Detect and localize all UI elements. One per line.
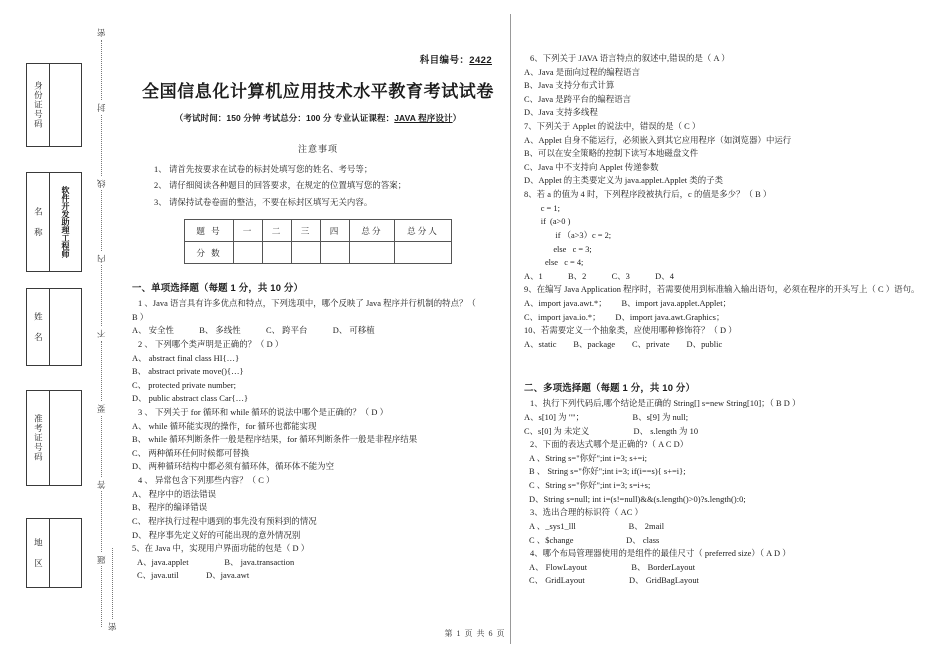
- seal-box-region: [26, 518, 82, 588]
- question-stem: 9、在编写 Java Application 程序时，若需要使用到标准输入输出语句，必须在程序的开头写上（ C ）语句。: [524, 285, 920, 295]
- question-option[interactable]: D、Java 支持多线程: [524, 108, 598, 118]
- seal-box-value[interactable]: [50, 391, 81, 485]
- question-option[interactable]: D、String s=null; int i=(s!=null)&&(s.length()>0)?s.length():0;: [529, 494, 746, 504]
- question-option[interactable]: B、可以在安全策略的控制下读写本地磁盘文件: [524, 149, 699, 159]
- column-right: [520, 0, 950, 672]
- table-cell: 一: [234, 220, 263, 242]
- score-table: [184, 219, 452, 264]
- question-stem: 2、下面的表达式哪个是正确的?（ A C D）: [530, 440, 689, 450]
- question-option[interactable]: C、 两种循环任何时候都可替换: [132, 448, 250, 458]
- question-option[interactable]: D、 两种循环结构中都必须有循环体，循环体不能为空: [132, 462, 335, 472]
- question-answer: B ）: [132, 312, 149, 322]
- section-heading-multiple-choice: 二、多项选择题（每题 1 分，共 10 分）: [524, 382, 696, 394]
- table-cell: 二: [263, 220, 292, 242]
- page-footer: 第 1 页 共 6 页: [444, 629, 506, 638]
- table-cell: 题 号: [185, 220, 234, 242]
- seal-line-char: 密: [107, 621, 117, 631]
- notice-item: 3、 请保持试卷卷面的整洁，不要在标封区填写无关内容。: [154, 197, 373, 207]
- question-stem: 1 、Java 语言具有许多优点和特点，下列选项中，哪个反映了 Java 程序并行机制的特点？（: [138, 299, 476, 309]
- seal-line-char: 要: [96, 403, 106, 414]
- exam-meta-line: [132, 112, 504, 124]
- seal-box-admission-number: [26, 390, 82, 486]
- question-option[interactable]: C、s[0] 为 未定义 D、 s.length 为 10: [524, 426, 699, 436]
- question-stem: 5、在 Java 中，实现用户界面功能的包是（ D ）: [132, 544, 310, 554]
- seal-line-char: 答: [96, 479, 106, 489]
- notice-item: 2、 请仔细阅读各种题目的回答要求，在规定的位置填写您的答案；: [154, 181, 407, 191]
- seal-box-id-number: [26, 63, 82, 147]
- code-line: else c = 3;: [524, 244, 592, 254]
- seal-box-value[interactable]: 软件开发助理工程师: [61, 186, 70, 258]
- seal-box-candidate-name: [26, 288, 82, 366]
- table-cell: 总分人: [395, 220, 452, 242]
- question-option[interactable]: B、 abstract private move(){…}: [132, 367, 244, 377]
- question-option[interactable]: C、import java.io.*； D、import java.awt.Graphics；: [524, 312, 725, 322]
- question-option[interactable]: D、 程序事先定义好的可能出现的意外情况别: [132, 530, 301, 540]
- question-option[interactable]: B、 程序的编译错误: [132, 503, 208, 513]
- table-cell-input[interactable]: [234, 242, 263, 264]
- question-option[interactable]: A、Applet 自身不能运行，必须嵌入到其它应用程序（如浏览器）中运行: [524, 135, 792, 145]
- code-line: else c = 4;: [524, 258, 584, 268]
- question-stem: 6、下列关于 JAVA 语言特点的叙述中,错误的是（ A ）: [530, 54, 730, 63]
- question-option[interactable]: A、 while 循环能实现的操作，for 循环也都能实现: [132, 421, 317, 431]
- notice-list: [132, 162, 504, 211]
- question-stem: 7、下列关于 Applet 的说法中，错误的是（ C ）: [524, 122, 701, 132]
- code-line: c = 1;: [524, 203, 560, 213]
- table-row: [185, 242, 452, 264]
- seal-line-char: 不: [96, 328, 106, 339]
- question-option[interactable]: A、import java.awt.*； B、import java.applet.Applet；: [524, 298, 731, 308]
- question-stem: 8、若 a 的值为 4 时，下列程序段被执行后，c 的值是多少？（ B ）: [524, 190, 772, 200]
- question-option[interactable]: A、1 B、2 C、3 D、4: [524, 271, 674, 281]
- table-cell-input[interactable]: [263, 242, 292, 264]
- seal-line-dash: [101, 265, 102, 326]
- question-option[interactable]: A 、String s="你好";int i=3; s+=i;: [529, 453, 648, 463]
- seal-box-label: 地 区: [27, 519, 50, 587]
- seal-box-value[interactable]: [50, 289, 81, 365]
- seal-line-dash: [101, 341, 102, 402]
- seal-box-label: 准考证号码: [27, 391, 50, 485]
- question-option[interactable]: B、Java 支持分布式计算: [524, 81, 615, 91]
- question-stem: 1、执行下列代码后,哪个结论是正确的 String[] s=new String[10]；（ B D ）: [530, 399, 801, 409]
- table-cell-input[interactable]: [292, 242, 321, 264]
- seal-line-char: 线: [96, 178, 106, 188]
- seal-box-label: 姓 名: [27, 289, 50, 365]
- question-stem: 3、选出合理的标识符（ AC ）: [530, 508, 643, 518]
- seal-box-label: 名 称: [27, 173, 50, 271]
- seal-box-label: 身份证号码: [27, 64, 50, 146]
- seal-line-dash: [101, 491, 102, 552]
- question-option[interactable]: B 、 String s="你好";int i=3; if(i==s){ s+=i};: [529, 467, 686, 477]
- table-cell: 分 数: [185, 242, 234, 264]
- question-option[interactable]: D、Applet 的主类要定义为 java.applet.Applet 类的子类: [524, 176, 724, 186]
- seal-box-value[interactable]: [50, 64, 81, 146]
- question-option[interactable]: C、 protected private number;: [132, 380, 236, 390]
- question-option[interactable]: A、 abstract final class HI{…}: [132, 353, 240, 363]
- code-line: if (a>0 ): [524, 217, 571, 227]
- seal-line-dash: [101, 40, 102, 101]
- subject-number-label: 科目编号：: [419, 55, 470, 66]
- seal-line-char: 密: [96, 27, 106, 38]
- page-title: 全国信息化计算机应用技术水平教育考试试卷: [142, 82, 494, 101]
- question-option[interactable]: D、 public abstract class Car{…}: [132, 394, 249, 404]
- question-option[interactable]: A 、_sys1_lll B、 2mail: [529, 521, 665, 531]
- question-option[interactable]: A、 FlowLayout B、 BorderLayout: [529, 562, 696, 572]
- question-option[interactable]: C 、$change D、 class: [529, 535, 660, 545]
- section-heading-single-choice: 一、单项选择题（每题 1 分，共 10 分）: [132, 282, 304, 294]
- notice-item: 1、 请首先按要求在试卷的标封处填写您的姓名、考号等；: [154, 165, 373, 174]
- section-spacer: [524, 351, 944, 364]
- question-option[interactable]: C、 GridLayout D、 GridBagLayout: [529, 576, 699, 586]
- paper-columns: [128, 0, 950, 672]
- exam-meta-prefix: （考试时间：150 分钟 考试总分：100 分 专业认证课程：: [174, 113, 395, 123]
- question-option[interactable]: A、static B、package C、private D、public: [524, 339, 723, 349]
- subject-number-value: 2422: [469, 55, 492, 66]
- question-option[interactable]: C、Java 是跨平台的编程语言: [524, 94, 632, 104]
- question-option[interactable]: C、 程序执行过程中遇到的事先没有预料到的情况: [132, 516, 317, 526]
- question-option[interactable]: C、Java 中不支持向 Applet 传递参数: [524, 162, 659, 172]
- seal-line-dash: [101, 190, 102, 251]
- seal-line-dash: [101, 115, 102, 176]
- column-left: [128, 0, 510, 672]
- table-row: [185, 220, 452, 242]
- seal-line-dash: [101, 416, 102, 477]
- question-option[interactable]: A、 安全性 B、 多线性 C、 跨平台 D、 可移植: [132, 326, 375, 336]
- table-cell-input[interactable]: [321, 242, 350, 264]
- seal-box-value[interactable]: [50, 519, 81, 587]
- question-option[interactable]: B、 while 循环判断条件一般是程序结果，for 循环判断条件一般是非程序结果: [132, 435, 418, 445]
- question-stem: 2 、 下列哪个类声明是正确的？（ D ）: [138, 340, 284, 349]
- question-option[interactable]: C、java.util D、java.awt: [137, 571, 250, 581]
- table-cell: 四: [321, 220, 350, 242]
- table-cell-input[interactable]: [350, 242, 395, 264]
- question-stem: 4、哪个布局管理器使用的是组件的最佳尺寸（ preferred size）（ A D ）: [530, 549, 791, 559]
- exam-meta-suffix: ）: [452, 113, 462, 123]
- notice-title: 注意事项: [297, 144, 338, 154]
- subject-number: [132, 0, 504, 66]
- question-stem: 3 、 下列关于 for 循环和 while 循环的说法中哪个是正确的？（ D ）: [138, 408, 389, 418]
- seal-line-dash: [101, 566, 102, 627]
- question-option[interactable]: C 、String s="你好";int i=3; s=i+s;: [529, 481, 651, 491]
- column-divider: [510, 14, 511, 644]
- question-stem: 10、若需要定义一个抽象类，应使用哪种修饰符？（ D ）: [524, 326, 737, 336]
- exam-course-name: JAVA 程序设计: [394, 113, 453, 123]
- question-stem: 4 、 异常包含下列那些内容？（ C ）: [138, 476, 275, 486]
- table-cell: 三: [292, 220, 321, 242]
- seal-dashed-line: [92, 28, 110, 630]
- seal-dashed-line-secondary: [106, 545, 118, 630]
- seal-line-dash: [112, 548, 113, 619]
- code-line: if （a>3）c = 2;: [524, 230, 612, 240]
- seal-line-char: 封: [96, 102, 106, 113]
- seal-box-certificate-name: [26, 172, 82, 272]
- question-option[interactable]: A、 程序中的语法错误: [132, 489, 217, 499]
- seal-line-char: 题: [96, 554, 106, 565]
- question-option[interactable]: A、Java 是面向过程的编程语言: [524, 67, 640, 77]
- question-option[interactable]: A、s[10] 为 ""； B、s[9] 为 null;: [524, 413, 689, 423]
- table-cell-input[interactable]: [395, 242, 452, 264]
- question-option[interactable]: A、java.applet B、 java.transaction: [137, 557, 295, 567]
- seal-line-char: 内: [96, 253, 106, 264]
- table-cell: 总分: [350, 220, 395, 242]
- seal-margin: [0, 0, 128, 672]
